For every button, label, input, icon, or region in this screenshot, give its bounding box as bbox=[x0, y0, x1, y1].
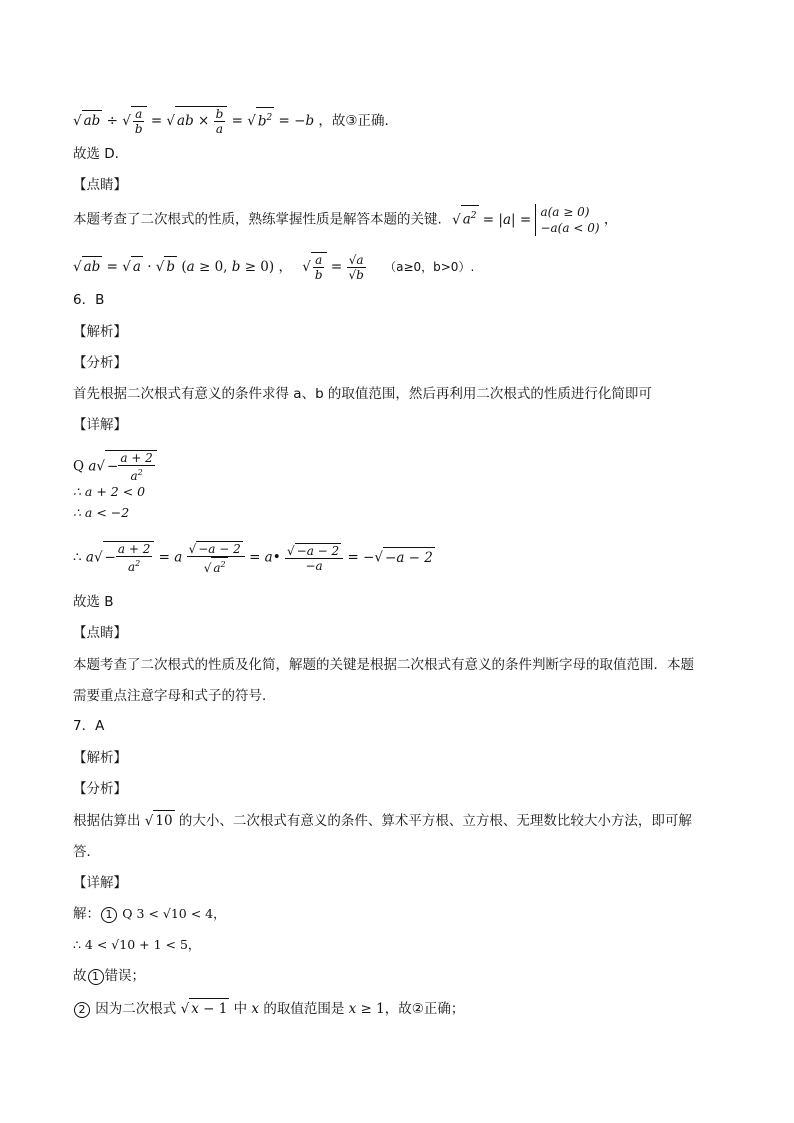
detail7-line4 bbox=[73, 998, 464, 1019]
quotient-rule-formula: √ $\frac{a}{b}$ = $\frac{√a}{√b}$ bbox=[302, 253, 364, 282]
detail7-prefix: 解： bbox=[73, 906, 100, 922]
case-2: −a(a < 0) bbox=[540, 221, 600, 235]
fenxi7-rest: 的大小、二次根式有意义的条件、算术平方根、立方根、无理数比较大小方法，即可解 bbox=[178, 813, 692, 829]
detail7-ineq1: Q 3 < √10 < 4， bbox=[122, 906, 226, 921]
answer5-line-equation bbox=[73, 106, 389, 136]
fenxi6-text: 首先根据二次根式有意义的条件求得 a、b 的取值范围，然后再利用二次根式的性质进行化简即可 bbox=[73, 386, 652, 402]
heading-fenxi-6: 【分析】 bbox=[73, 355, 127, 371]
case-1: a(a ≥ 0) bbox=[540, 205, 590, 219]
circled-1-icon: 1 bbox=[101, 907, 117, 923]
eq-sqrt-ab-div: √ ab ÷ √ $\frac{a}{b}$ = √ ab × $\frac{b}{a}$ = √ $b^2 = -b$ bbox=[73, 107, 319, 136]
sqrt-x-minus-1: √ x − 1 bbox=[181, 1001, 230, 1017]
detail6-step3: ∴ a√ − $\frac{a + 2}{a^2}$ = a $\frac{√ -a - 2}{√ a^2}$ = a• $\frac{√ -a - 2}{-a}$ = −√ −a − 2 bbox=[73, 542, 433, 575]
heading-jiexi-7: 【解析】 bbox=[73, 750, 127, 766]
q6-answer: 6．B bbox=[73, 292, 105, 308]
quotient-condition: （a≥0，b>0）. bbox=[384, 260, 475, 274]
fenxi7-line1 bbox=[73, 810, 692, 831]
circled-1-icon: 1 bbox=[88, 969, 104, 985]
var-x: x bbox=[251, 1001, 260, 1017]
fenxi7-prefix: 根据估算出 bbox=[73, 813, 141, 829]
heading-xiangjie-6: 【详解】 bbox=[73, 417, 127, 433]
detail7-conclusion1: 故 1 错误； bbox=[73, 968, 145, 984]
heading-fenxi-7: 【分析】 bbox=[73, 781, 127, 797]
dianjing5-text-line2 bbox=[73, 252, 474, 282]
abs-formula: √ $a^2 = |a|$ = a(a ≥ 0) −a(a < 0) bbox=[452, 205, 600, 235]
heading-jiexi-6: 【解析】 bbox=[73, 324, 127, 340]
detail7-ineq2: ∴ 4 < √10 + 1 < 5， bbox=[73, 937, 201, 952]
detail7-l4b: 中 bbox=[233, 1001, 248, 1017]
sqrt10: √ 10 bbox=[145, 813, 175, 829]
product-rule-formula: √ ab = √ a · √ b (a ≥ 0, b ≥ 0) bbox=[73, 259, 278, 275]
detail6-choice: 故选 B bbox=[73, 594, 114, 610]
detail7-l4a: 因为二次根式 bbox=[95, 1001, 177, 1017]
heading-xiangjie-7: 【详解】 bbox=[73, 875, 127, 891]
answer5-choice: 故选 D. bbox=[73, 146, 119, 162]
fenxi7-line2: 答． bbox=[73, 844, 100, 860]
q7-answer: 7．A bbox=[73, 718, 105, 734]
detail6-step1: ∴ a + 2 < 0 bbox=[73, 484, 146, 499]
detail6-given: Q a√ − $\frac{a + 2}{a^2}$ bbox=[73, 450, 157, 483]
heading-dianjing-5: 【点睛】 bbox=[73, 177, 127, 193]
detail6-step2: ∴ a < −2 bbox=[73, 505, 130, 520]
line4-tail: ， bbox=[603, 211, 618, 228]
dianjing6-line2: 需要重点注意字母和式子的符号． bbox=[73, 688, 276, 704]
detail7-l4d: ，故②正确； bbox=[384, 1001, 465, 1017]
detail7-line1 bbox=[73, 904, 226, 924]
dianjing5-text-line1 bbox=[73, 204, 617, 236]
piecewise-brace bbox=[535, 204, 599, 236]
detail7-l4c: 的取值范围是 bbox=[263, 1001, 345, 1017]
circled-2-icon: 2 bbox=[74, 1002, 90, 1018]
x-range: x ≥ 1 bbox=[348, 1001, 385, 1017]
dianjing5-text: 本题考查了二次根式的性质，熟练掌握性质是解答本题的关键. bbox=[73, 211, 442, 228]
heading-dianjing-6: 【点睛】 bbox=[73, 625, 127, 641]
dianjing6-line1: 本题考查了二次根式的性质及化简，解题的关键是根据二次根式有意义的条件判断字母的取值范围．本题 bbox=[73, 657, 694, 673]
line1-suffix: ，故③正确. bbox=[318, 113, 389, 129]
line5-sep: ， bbox=[278, 259, 292, 275]
